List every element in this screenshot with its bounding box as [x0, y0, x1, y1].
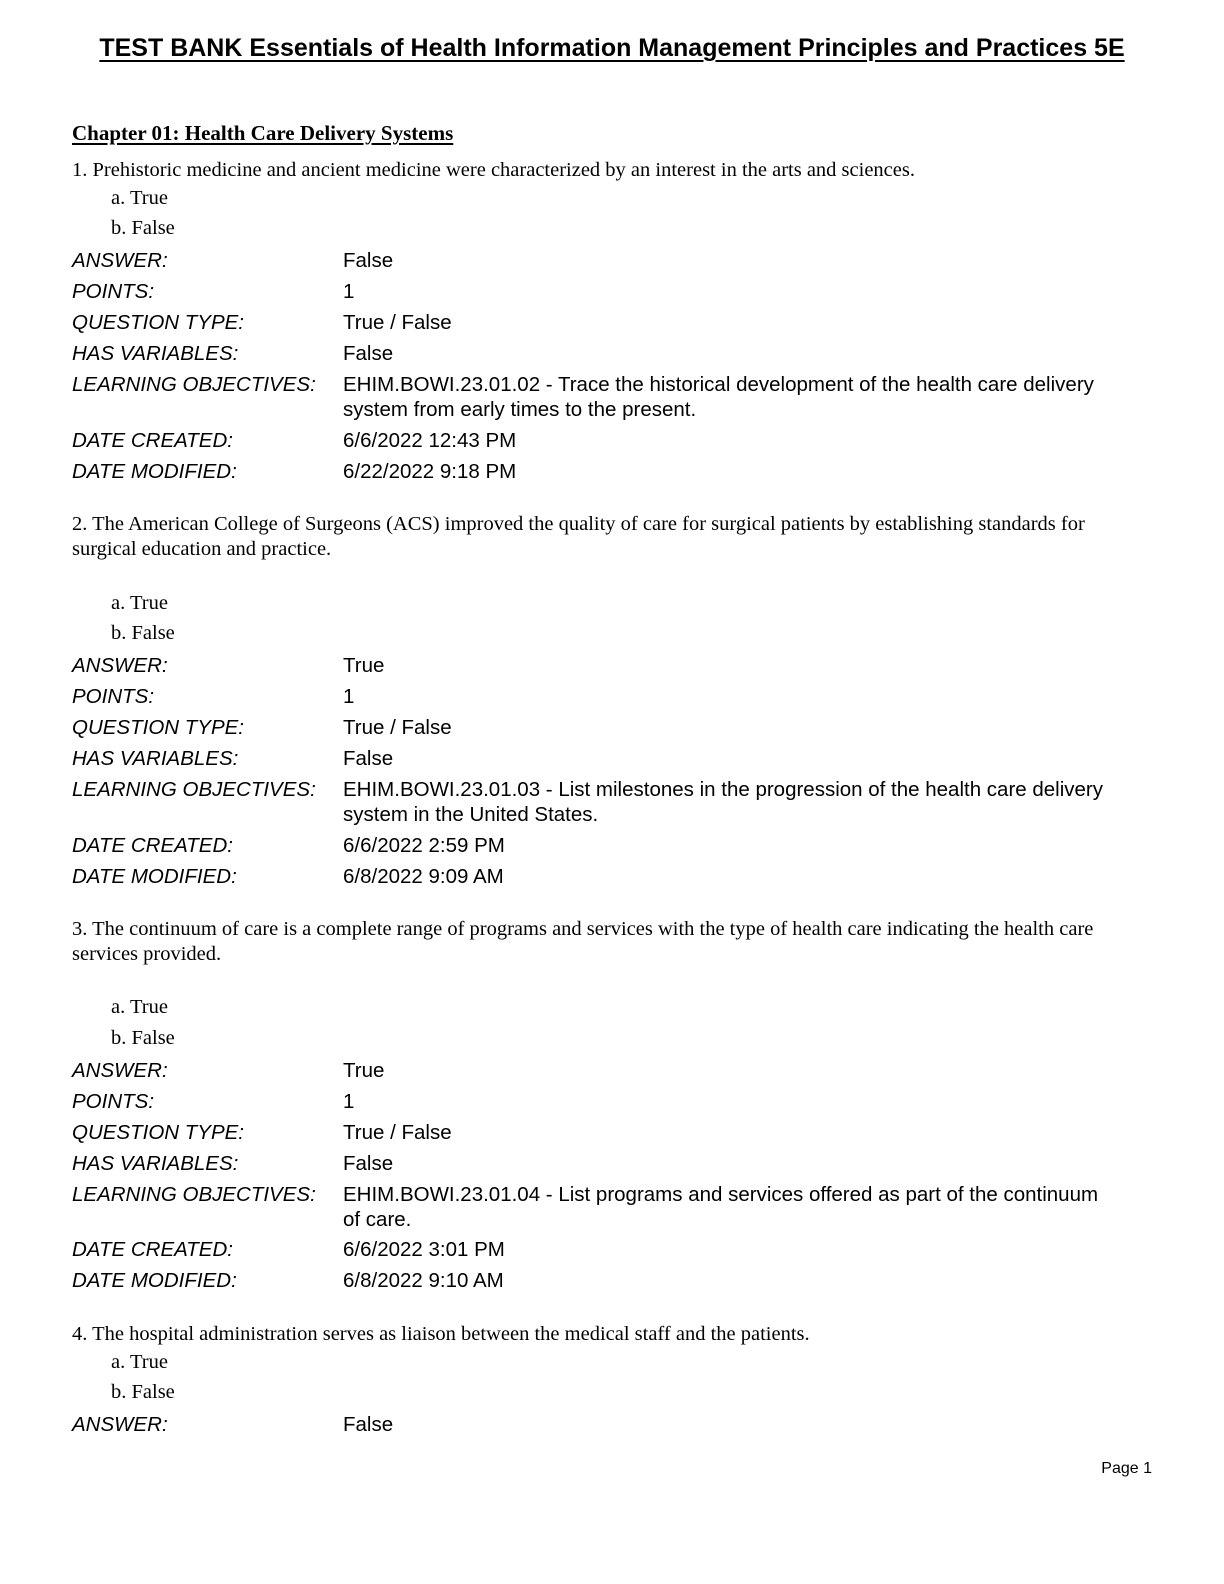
learning-objectives-label: LEARNING OBJECTIVES:: [72, 778, 316, 801]
learning-objectives-value: EHIM.BOWI.23.01.02 - Trace the historical development of the health care delivery system from early times to the present.: [343, 373, 1094, 421]
learning-objectives-value: EHIM.BOWI.23.01.04 - List programs and services offered as part of the continuum of care.: [343, 1183, 1099, 1231]
points-value: 1: [343, 685, 355, 708]
has-variables-label: HAS VARIABLES:: [72, 342, 239, 365]
chapter-heading: Chapter 01: Health Care Delivery Systems: [72, 121, 454, 145]
learning-objectives-value: EHIM.BOWI.23.01.03 - List milestones in the progression of the health care delivery system in the United States.: [343, 778, 1104, 826]
has-variables-value: False: [343, 342, 394, 365]
answer-label: ANSWER:: [72, 249, 168, 272]
question-type-value: True / False: [343, 716, 452, 739]
date-modified-value: 6/8/2022 9:10 AM: [343, 1269, 504, 1292]
has-variables-label: HAS VARIABLES:: [72, 747, 239, 770]
question-type-label: QUESTION TYPE:: [72, 716, 244, 739]
question-text: 1. Prehistoric medicine and ancient medicine were characterized by an interest in the arts and sciences.: [72, 159, 915, 181]
date-created-label: DATE CREATED:: [72, 834, 233, 857]
points-label: POINTS:: [72, 280, 155, 303]
date-created-label: DATE CREATED:: [72, 1238, 233, 1261]
page-number: Page 1: [1101, 1460, 1152, 1477]
question-type-label: QUESTION TYPE:: [72, 1121, 244, 1144]
question-text: 3. The continuum of care is a complete range of programs and services with the type of health care indicating the health care services provided.: [72, 918, 1094, 965]
points-value: 1: [343, 280, 355, 303]
date-modified-label: DATE MODIFIED:: [72, 865, 237, 888]
date-created-value: 6/6/2022 3:01 PM: [343, 1238, 505, 1261]
question-type-value: True / False: [343, 1121, 452, 1144]
question-text: 2. The American College of Surgeons (ACS) improved the quality of care for surgical patients by establishing standards for surgical education and practice.: [72, 513, 1085, 560]
date-modified-value: 6/8/2022 9:09 AM: [343, 865, 504, 888]
date-created-label: DATE CREATED:: [72, 429, 233, 452]
option-false: b. False: [111, 217, 175, 239]
option-true: a. True: [111, 592, 168, 614]
option-true: a. True: [111, 187, 168, 209]
has-variables-label: HAS VARIABLES:: [72, 1152, 239, 1175]
answer-label: ANSWER:: [72, 1413, 168, 1436]
answer-label: ANSWER:: [72, 654, 168, 677]
answer-value: True: [343, 1059, 385, 1082]
answer-label: ANSWER:: [72, 1059, 168, 1082]
has-variables-value: False: [343, 1152, 394, 1175]
document-title: TEST BANK Essentials of Health Information Management Principles and Practices 5E: [99, 34, 1125, 62]
answer-value: False: [343, 249, 394, 272]
date-created-value: 6/6/2022 2:59 PM: [343, 834, 505, 857]
answer-value: True: [343, 654, 385, 677]
option-true: a. True: [111, 996, 168, 1018]
points-label: POINTS:: [72, 1090, 155, 1113]
learning-objectives-label: LEARNING OBJECTIVES:: [72, 373, 316, 396]
date-modified-label: DATE MODIFIED:: [72, 1269, 237, 1292]
points-label: POINTS:: [72, 685, 155, 708]
question-type-label: QUESTION TYPE:: [72, 311, 244, 334]
option-true: a. True: [111, 1351, 168, 1373]
option-false: b. False: [111, 1027, 175, 1049]
question-type-value: True / False: [343, 311, 452, 334]
question-text: 4. The hospital administration serves as liaison between the medical staff and the patients.: [72, 1323, 810, 1345]
date-modified-label: DATE MODIFIED:: [72, 460, 237, 483]
option-false: b. False: [111, 622, 175, 644]
option-false: b. False: [111, 1381, 175, 1403]
answer-value: False: [343, 1413, 394, 1436]
learning-objectives-label: LEARNING OBJECTIVES:: [72, 1183, 316, 1206]
points-value: 1: [343, 1090, 355, 1113]
date-modified-value: 6/22/2022 9:18 PM: [343, 460, 517, 483]
has-variables-value: False: [343, 747, 394, 770]
date-created-value: 6/6/2022 12:43 PM: [343, 429, 517, 452]
